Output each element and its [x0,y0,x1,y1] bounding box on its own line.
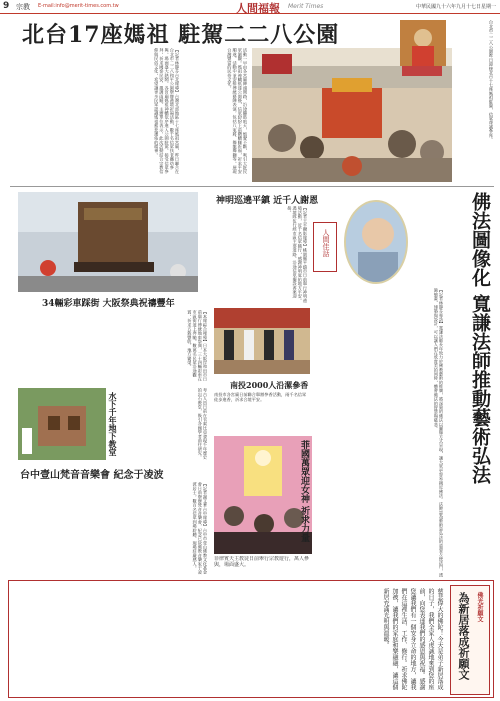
mazu-procession-photo [252,48,452,182]
nantou-ceremony-photo [214,308,310,374]
header-bar [0,0,500,14]
taichung-article: 【記者謝文華台中報導】台中市壹山佛教文化基金會日前舉辦梵音音樂會，紀念已故佛教音樂家于凌波居士，數百名信眾到場聆聽，現場莊嚴感人。 [192,482,208,575]
rock-church-photo [18,388,106,460]
guanyin-caption: 菲律賓天主教徒日前舉行宗教遊行，萬人參與，場面盛大。 [214,556,310,568]
masthead-logo: 人間福報 [236,2,280,15]
guanyin-headline: 菲國萬眾迎女神 祈求力量 [299,440,309,543]
osaka-float-photo [18,192,198,292]
prayer-title-box [450,585,490,695]
master-portrait-photo [344,200,408,284]
masthead-english: Merit Times [288,3,324,10]
nantou-article: 南投市各宮廟日前聯合舉辦參香活動，兩千名信眾徒步進香，祈求合境平安。 [214,392,307,403]
email-link[interactable]: E-mail:info@merit-times.com.tw [38,3,119,9]
shenming-headline: 神明巡遶平鎮 近千人謝恩 [216,196,319,206]
section-divider-top [10,186,494,187]
section-label: 宗教 [16,3,30,11]
prayer-body: 慈悲偉大的佛陀！今天是弟子新居落成的日子，我們全家人虔誠地來到您的座前，向您表達我們的感恩與祝福。感謝您讓我們有一個安身立命的地方，讓我們在這裡生活、工作、修行。祈求佛陀加被，讓我們的家庭和樂融融，讓這個新居充滿光明與溫暖。 [382,588,443,690]
mazu-article-text: 【記者林靜芬台北報導】台灣北部地區十七座媽祖宮廟，昨日聯合在台北市二二八和平公園舉辦遶境祈福活動，數千名信眾扶老攜幼參與，場面盛大熱鬧。各宮廟媽祖神轎依序進入公園駐駕，接受信眾參拜，祈求國泰民安、風調雨順。主辦單位表示，此次活動結合宗教信仰與民俗文化，希望讓更多民眾認識媽祖慈悲護佑的精神。 [154,48,180,174]
mazu-statue-photo [400,20,446,66]
mazu-side-caption: 台北市二二八公園昨日迎接北台十七座媽祖駐駕，信眾虔誠參拜。 [489,20,494,142]
osaka-article: 【本報綜合報導】日本大阪岸和田市日前舉行傳統地車祭典，三十四輛彩車在市區街道上奔馳，數萬名民眾沿途觀賞，祈求五穀豐收、地方繁榮。 [187,310,208,382]
issue-date: 中華民國九十六年九月十七日星期一 [415,4,496,10]
page-number: 9 [3,1,10,11]
taichung-headline: 台中壹山梵音音樂會 紀念于凌波 [20,470,164,481]
mazu-article-body: 活動一早由各宮廟陣頭開路，沿途鑼鼓喧天，炮聲不斷，吸引大批民眾圍觀。媽祖神轎抵達公園後，信眾紛紛上前鑽轎腳祈福，祈求平安順遂。活動中並安排傳統藝陣表演，包括八家將、舞龍舞獅等，展現台灣豐富的民俗文化。 [227,48,248,174]
nantou-headline: 南投2000人沿漯參香 [230,380,309,390]
rock-church-article: 考古人員日前在衣索比亞發現千年歷史的岩石教堂，吸引各國學者前往研究。 [197,388,208,460]
osaka-headline: 34輛彩車踩街 大阪祭典祝禱豐年 [42,299,175,309]
prayer-tag: 佛光祈願文 [476,592,483,622]
shenming-article: 【記者王平攝影報導】桃園縣平鎮市日前舉行神明遶境活動，近千名信眾隨行，感謝神明庇佑地方平安。遶境隊伍行經市區主要道路，沿途信眾擺設香案迎接。 [287,206,308,303]
prayer-title: 為新居落成祈願文 [457,592,470,680]
art-feature-article: 【記者林靜芬專訪】寬謙法師長年致力於佛教藝術的推廣，將深奧的佛法以圖像方式呈現，讓大眾更容易親近佛法。法師認為藝術是弘法的重要方便法門，透過繪畫、建築與設計，可以讓人們在欣賞美的同時，體會佛法的智慧與慈悲。 [433,288,444,578]
main-headline: 北台17座媽祖 駐駕二二八公園 [22,22,340,48]
rock-church-headline: 水下千年地下教堂 [108,392,118,456]
portrait-tag: 人間佳話 [313,222,337,272]
art-feature-headline: 佛法圖像化 寬謙法師推動藝術弘法 [469,192,491,484]
